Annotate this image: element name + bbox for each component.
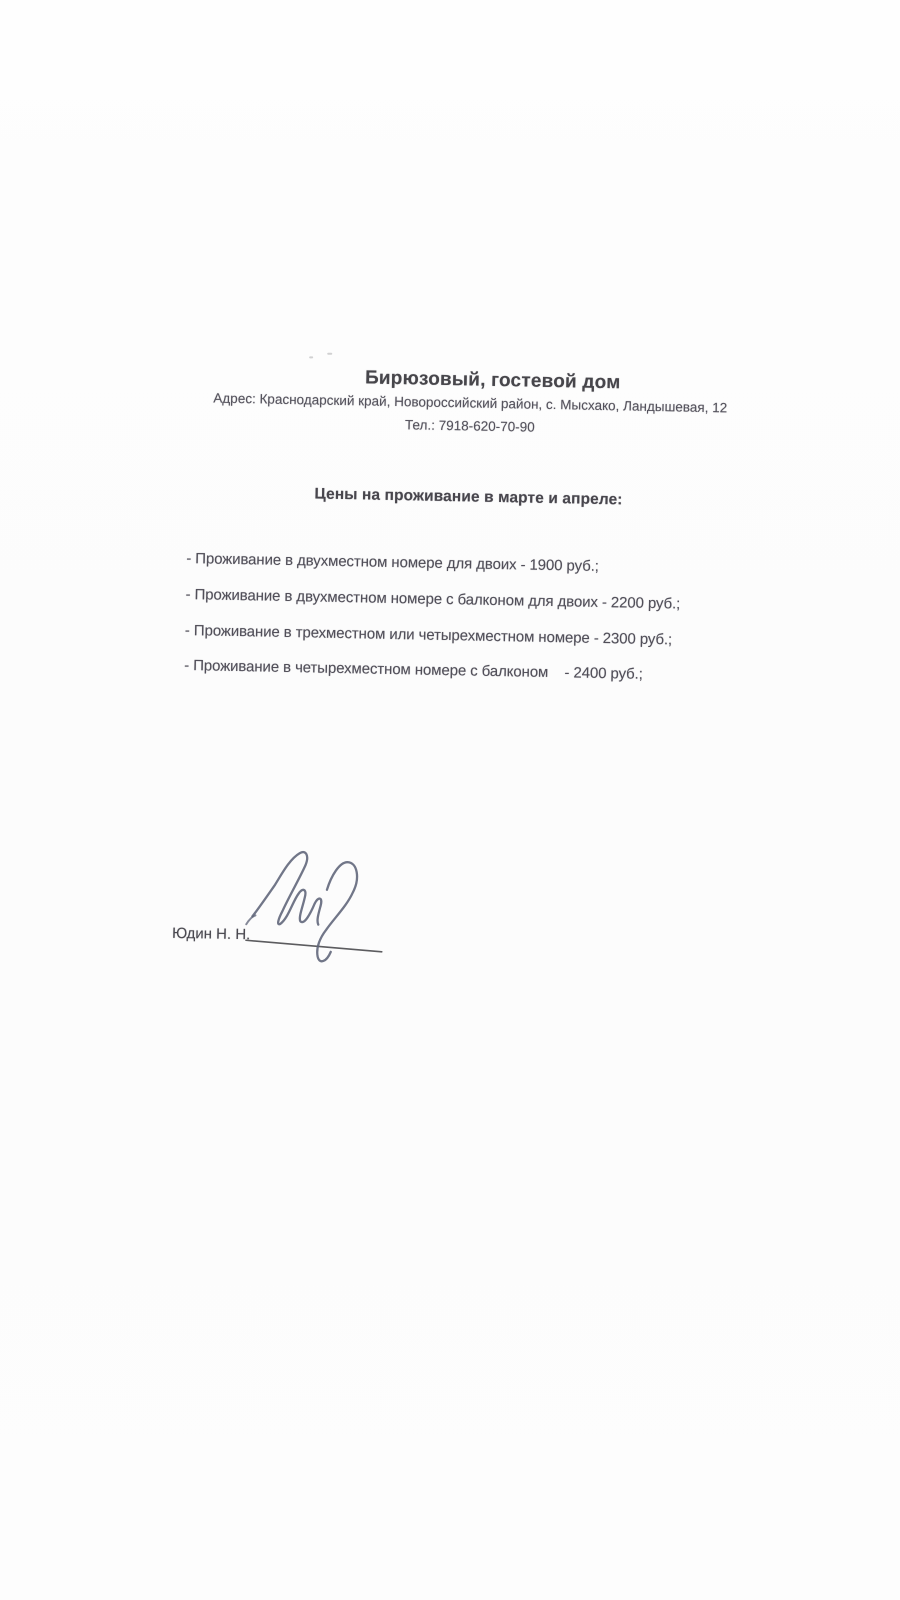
- signatory-name: Юдин Н. Н.: [171, 924, 251, 944]
- price-list-item: - Проживание в двухместном номере с балконом для двоих - 2200 руб.;: [185, 586, 681, 613]
- document-title: Бирюзовый, гостевой дом: [364, 367, 621, 394]
- scan-artifact: [309, 356, 313, 358]
- scan-artifact: [327, 353, 332, 355]
- price-list-item: - Проживание в четырехместном номере с балконом - 2400 руб.;: [184, 657, 643, 683]
- document-phone: Тел.: 7918-620-70-90: [404, 417, 535, 435]
- signature-icon: [229, 844, 391, 977]
- price-list-item: - Проживание в двухместном номере для двоих - 1900 руб.;: [186, 550, 599, 575]
- price-list-item: - Проживание в трехместном или четырехместном номере - 2300 руб.;: [184, 622, 673, 649]
- section-heading: Цены на проживание в марте и апреле:: [314, 485, 623, 509]
- document-address: Адрес: Краснодарский край, Новороссийский район, с. Мысхако, Ландышевая, 12: [213, 390, 728, 416]
